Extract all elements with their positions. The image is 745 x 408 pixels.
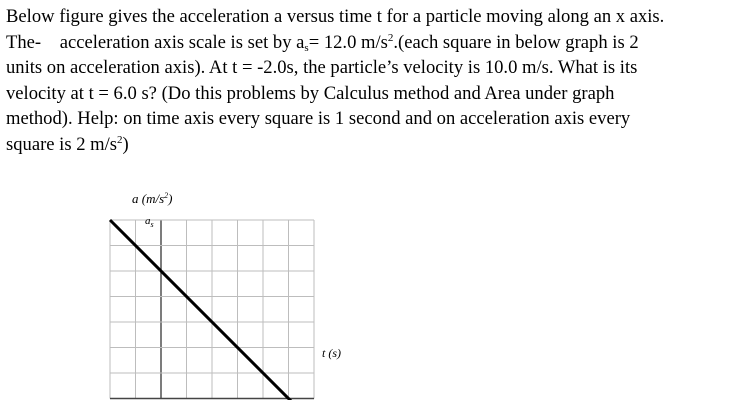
problem-line-2: The- acceleration axis scale is set by $a_s= 12.0$ $m/s^2.(each$ square in below graph is 2 xyxy=(6,31,639,54)
problem-line-6: square is 2 $m/s^2$) xyxy=(6,133,129,155)
x-axis-label: t (s) xyxy=(322,346,341,360)
problem-line-5: method). Help: on time axis every square is 1 second and on acceleration axis every xyxy=(6,108,631,129)
problem-line-3: units on acceleration axis). At t = -2.0s, the particle’s velocity is 10.0 m/s. What is its xyxy=(6,57,638,78)
chart-grid xyxy=(110,220,314,399)
problem-text xyxy=(6,4,741,157)
y-axis-label: a $(m/s^2)$ xyxy=(132,191,173,206)
chart-svg xyxy=(90,180,380,400)
y-tick-label-as: $a_s$ xyxy=(145,215,154,229)
problem-line-1: Below figure gives the acceleration a versus time t for a particle moving along an x axis. xyxy=(6,6,665,27)
acceleration-time-graph xyxy=(90,180,380,400)
problem-line-4: velocity at t = 6.0 s? (Do this problems by Calculus method and Area under graph xyxy=(6,82,615,104)
